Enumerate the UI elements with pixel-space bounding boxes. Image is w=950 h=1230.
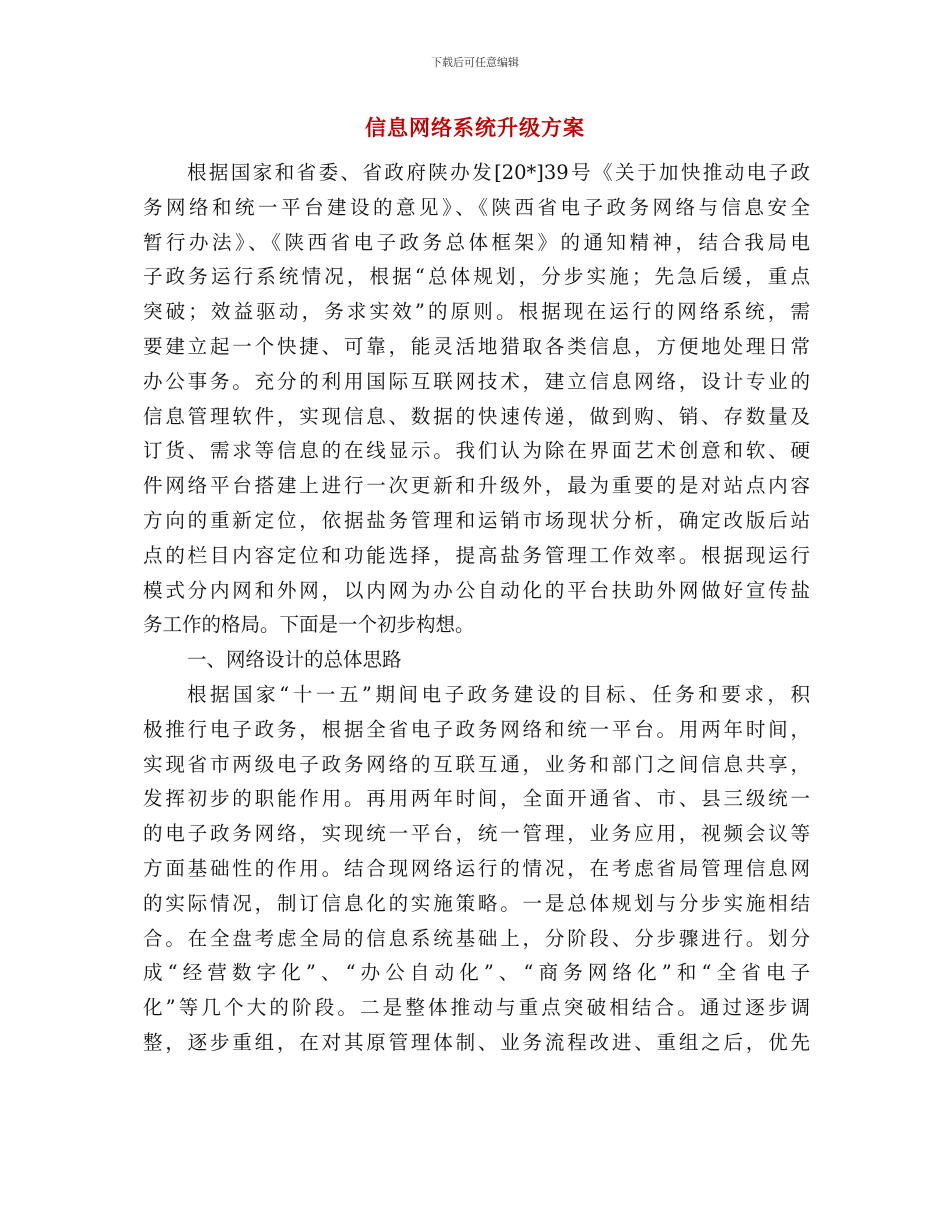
body-line: 办公事务。充分的利用国际互联网技术，建立信息网络，设计专业的: [143, 369, 810, 393]
body-line: 整，逐步重组，在对其原管理体制、业务流程改进、重组之后，优先: [143, 1031, 810, 1054]
body-line: 件网络平台搭建上进行一次更新和升级外，最为重要的是对站点内容: [143, 474, 810, 498]
body-line: 实现省市两级电子政务网络的互联互通，业务和部门之间信息共享，: [143, 752, 810, 776]
body-line: 根据国家和省委、省政府陕办发[20*]39号《关于加快推动电子政: [187, 161, 810, 184]
body-line: 方面基础性的作用。结合现网络运行的情况，在考虑省局管理信息网: [143, 857, 810, 880]
body-line: 模式分内网和外网，以内网为办公自动化的平台扶助外网做好宣传盐: [143, 578, 810, 602]
body-line: 极推行电子政务，根据全省电子政务网络和统一平台。用两年时间，: [143, 717, 810, 741]
body-line: 暂行办法》、《陕西省电子政务总体框架》的通知精神，结合我局电: [143, 230, 810, 254]
page-header-note: 下载后可任意编辑: [431, 56, 519, 69]
body-line: 子政务运行系统情况，根据“总体规划，分步实施；先急后缓，重点: [143, 265, 810, 289]
body-line: 成“经营数字化”、“办公自动化”、“商务网络化”和“全省电子: [143, 961, 810, 985]
body-line: 根据国家“十一五”期间电子政务建设的目标、任务和要求，积: [187, 683, 810, 706]
body-line: 突破；效益驱动，务求实效”的原则。根据现在运行的网络系统，需: [143, 300, 810, 324]
document-title: 信息网络系统升级方案: [365, 115, 585, 140]
body-line: 务网络和统一平台建设的意见》、《陕西省电子政务网络与信息安全: [143, 195, 810, 219]
body-line: 方向的重新定位，依据盐务管理和运销市场现状分析，确定改版后站: [143, 509, 810, 532]
body-line: 务工作的格局。下面是一个初步构想。: [143, 613, 475, 637]
body-line: 的电子政务网络，实现统一平台，统一管理，业务应用，视频会议等: [143, 822, 810, 846]
body-line: 信息管理软件，实现信息、数据的快速传递，做到购、销、存数量及: [143, 404, 810, 428]
body-line: 化”等几个大的阶段。二是整体推动与重点突破相结合。通过逐步调: [143, 996, 810, 1020]
section-heading: 一、网络设计的总体思路: [187, 648, 402, 672]
body-line: 要建立起一个快捷、可靠，能灵活地猎取各类信息，方便地处理日常: [143, 335, 810, 358]
body-line: 订货、需求等信息的在线显示。我们认为除在界面艺术创意和软、硬: [143, 439, 810, 463]
body-line: 合。在全盘考虑全局的信息系统基础上，分阶段、分步骤进行。划分: [143, 926, 810, 950]
body-line: 的实际情况，制订信息化的实施策略。一是总体规划与分步实施相结: [143, 891, 810, 915]
body-line: 发挥初步的职能作用。再用两年时间，全面开通省、市、县三级统一: [143, 787, 810, 811]
body-line: 点的栏目内容定位和功能选择，提高盐务管理工作效率。根据现运行: [143, 543, 810, 567]
